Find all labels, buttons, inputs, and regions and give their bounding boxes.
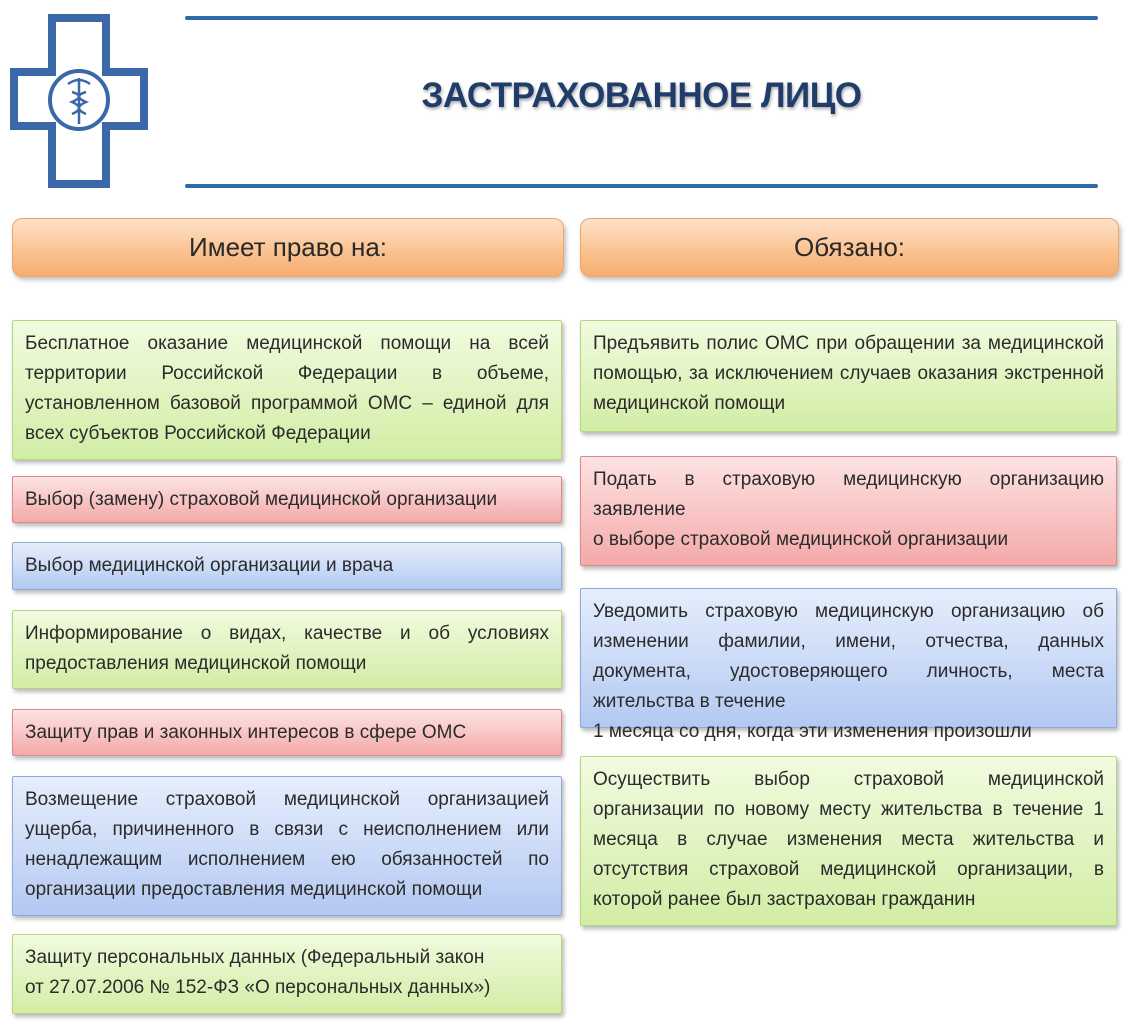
right-item-compensation bbox=[12, 776, 562, 916]
obligation-item-present-policy bbox=[580, 320, 1117, 432]
right-item-text: Информирование о видах, качестве и об условиях предоставления медицинской помощи bbox=[25, 623, 549, 674]
header-top-rule bbox=[185, 16, 1098, 20]
right-item-information bbox=[12, 610, 562, 689]
right-item-text: Выбор медицинской организации и врача bbox=[25, 555, 394, 576]
obligation-item-application bbox=[580, 456, 1117, 566]
rights-heading: Имеет право на: bbox=[12, 218, 564, 277]
right-item-text: Возмещение страховой медицинской организацией ущерба, причиненного в связи с неисполнением или ненадлежащим исполнением ею обязанностей по организации предоставления медицинской помощи bbox=[25, 789, 549, 900]
right-item-line: Защиту персональных данных (Федеральный закон bbox=[25, 947, 485, 968]
right-item-free-care bbox=[12, 320, 562, 460]
medical-cross-logo bbox=[8, 14, 150, 190]
right-item-clinic-choice bbox=[12, 542, 562, 590]
obligation-item-line: о выборе страховой медицинской организации bbox=[593, 529, 1009, 550]
obligations-heading: Обязано: bbox=[580, 218, 1119, 277]
obligation-item-text: Подать в страховую медицинскую организацию заявление bbox=[593, 469, 1104, 520]
right-item-text: Бесплатное оказание медицинской помощи на всей территории Российской Федерации в объеме, установленном базовой программой ОМС – единой для всех субъектов Российской Федерации bbox=[25, 333, 549, 444]
obligation-item-text: Уведомить страховую медицинскую организацию об изменении фамилии, имени, отчества, данных документа, удостоверяющего личность, места жительства в течение bbox=[593, 601, 1104, 712]
obligation-item-relocation bbox=[580, 756, 1117, 926]
right-item-protection bbox=[12, 709, 562, 756]
header-bottom-rule bbox=[185, 184, 1098, 188]
right-item-personal-data bbox=[12, 934, 562, 1014]
page-title: ЗАСТРАХОВАННОЕ ЛИЦО bbox=[421, 76, 862, 115]
right-item-text: Защиту прав и законных интересов в сфере ОМС bbox=[25, 721, 467, 743]
obligation-item-text: Предъявить полис ОМС при обращении за медицинской помощью, за исключением случаев оказания экстренной медицинской помощи bbox=[593, 333, 1104, 414]
right-item-insurer-choice bbox=[12, 476, 562, 523]
right-item-text: Выбор (замену) страховой медицинской организации bbox=[25, 488, 498, 510]
obligation-item-text: Осуществить выбор страховой медицинской организации по новому месту жительства в течение 1 месяца в случае изменения места жительства и отсутствия страховой медицинской организации, в которой ранее был застрахован гражданин bbox=[593, 769, 1104, 910]
obligation-item-line: 1 месяца со дня, когда эти изменения произошли bbox=[593, 721, 1032, 742]
obligation-item-notify bbox=[580, 588, 1117, 742]
right-item-line: от 27.07.2006 № 152-ФЗ «О персональных данных») bbox=[25, 977, 491, 998]
